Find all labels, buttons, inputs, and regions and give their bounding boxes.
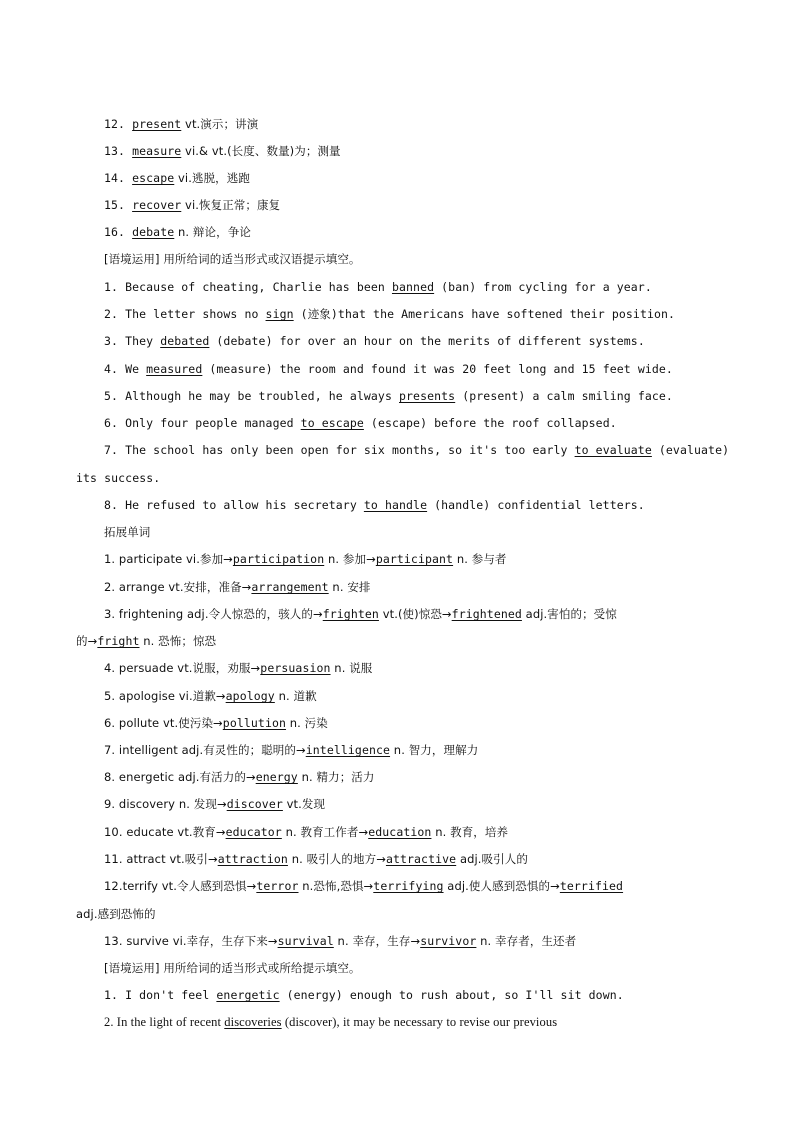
vocab-item: 15. recover vi.恢复正常；康复 bbox=[104, 198, 281, 212]
word-family: 1. participate vi.参加→participation n. 参加→participant n. 参与者 bbox=[104, 552, 507, 566]
word-family-continuation: adj.感到恐怖的 bbox=[76, 907, 156, 921]
exercise-sentence: 6. Only four people managed to escape (escape) before the roof collapsed. bbox=[104, 416, 617, 430]
word-family: 13. survive vi.幸存，生存下来→survival n. 幸存，生存→survivor n. 幸存者，生还者 bbox=[104, 934, 577, 948]
word-family: 6. pollute vt.使污染→pollution n. 污染 bbox=[104, 716, 328, 730]
word-family: 2. arrange vt.安排，准备→arrangement n. 安排 bbox=[104, 580, 371, 594]
exercise-sentence: 1. Because of cheating, Charlie has been banned (ban) from cycling for a year. bbox=[104, 280, 652, 294]
exercise-sentence: 8. He refused to allow his secretary to handle (handle) confidential letters. bbox=[104, 498, 645, 512]
vocab-item: 12. present vt.演示；讲演 bbox=[104, 117, 259, 131]
answer: to evaluate bbox=[574, 443, 652, 457]
word-family: 9. discovery n. 发现→discover vt.发现 bbox=[104, 797, 326, 811]
word-family: 5. apologise vi.道歉→apology n. 道歉 bbox=[104, 689, 317, 703]
vocab-item: 13. measure vi.& vt.(长度、数量)为；测量 bbox=[104, 144, 341, 158]
exercise-sentence: 4. We measured (measure) the room and found it was 20 feet long and 15 feet wide. bbox=[104, 362, 673, 376]
answer: measured bbox=[146, 362, 203, 376]
word-family: 7. intelligent adj.有灵性的；聪明的→intelligence n. 智力，理解力 bbox=[104, 743, 479, 757]
vocab-item: 16. debate n. 辩论，争论 bbox=[104, 225, 251, 239]
answer: energetic bbox=[216, 988, 280, 1002]
answer: discoveries bbox=[224, 1015, 282, 1029]
word-family: 11. attract vt.吸引→attraction n. 吸引人的地方→attractive adj.吸引人的 bbox=[104, 852, 528, 866]
exercise-sentence: 2. The letter shows no sign (迹象)that the Americans have softened their position. bbox=[104, 307, 676, 321]
exercise-sentence: 3. They debated (debate) for over an hour on the merits of different systems. bbox=[104, 334, 645, 348]
vocab-word: escape bbox=[132, 171, 175, 185]
exercise-sentence: 1. I don't feel energetic (energy) enough to rush about, so I'll sit down. bbox=[104, 988, 624, 1002]
word-family: 4. persuade vt.说服，劝服→persuasion n. 说服 bbox=[104, 661, 373, 675]
word-family: 12.terrify vt.令人感到恐惧→terror n.恐怖,恐惧→terrifying adj.使人感到恐惧的→terrified bbox=[104, 879, 624, 893]
answer: to escape bbox=[300, 416, 364, 430]
answer: presents bbox=[399, 389, 456, 403]
answer: banned bbox=[391, 280, 435, 294]
vocab-word: present bbox=[132, 117, 182, 131]
answer: to handle bbox=[363, 498, 428, 512]
word-family: 3. frightening adj.令人惊恐的，骇人的→frighten vt.(使)惊恐→frightened adj.害怕的；受惊 bbox=[104, 607, 617, 621]
exercise-sentence: 2. In the light of recent discoveries (discover), it may be necessary to revise our previous bbox=[104, 1015, 558, 1029]
vocab-item: 14. escape vi.逃脱，逃跑 bbox=[104, 171, 250, 185]
section-heading: [语境运用] 用所给词的适当形式或汉语提示填空。 bbox=[104, 252, 361, 266]
exercise-sentence-continuation: its success. bbox=[76, 471, 161, 485]
section-heading: [语境运用] 用所给词的适当形式或所给提示填空。 bbox=[104, 961, 361, 975]
word-family: 8. energetic adj.有活力的→energy n. 精力；活力 bbox=[104, 770, 375, 784]
vocab-word: recover bbox=[132, 198, 182, 212]
answer: debated bbox=[160, 334, 210, 348]
vocab-word: measure bbox=[132, 144, 182, 158]
exercise-sentence: 7. The school has only been open for six months, so it's too early to evaluate (evaluate) bbox=[104, 443, 730, 457]
section-heading: 拓展单词 bbox=[104, 525, 151, 539]
word-family-continuation: 的→fright n. 恐怖；惊恐 bbox=[76, 634, 217, 648]
exercise-sentence: 5. Although he may be troubled, he always presents (present) a calm smiling face. bbox=[104, 389, 673, 403]
word-family: 10. educate vt.教育→educator n. 教育工作者→education n. 教育，培养 bbox=[104, 825, 509, 839]
vocab-word: debate bbox=[132, 225, 175, 239]
answer: sign bbox=[265, 307, 294, 321]
